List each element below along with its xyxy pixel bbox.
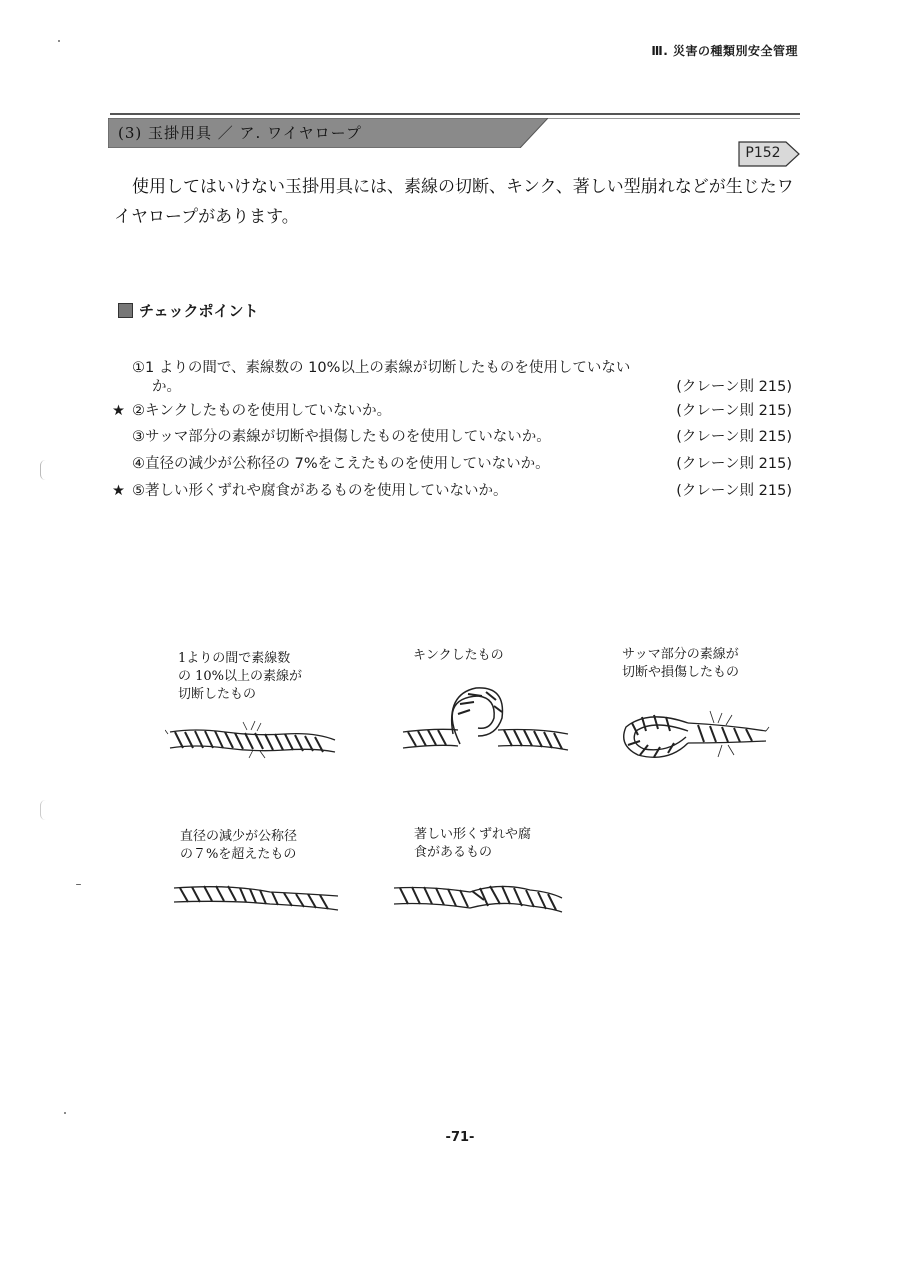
kinked-rope-icon <box>398 684 573 756</box>
thin-rope-icon <box>170 880 342 914</box>
checkpoint-heading <box>118 300 259 321</box>
figure-2-label-line: キンクしたもの <box>413 648 504 663</box>
checkpoint-item-3-ref: (クレーン則 215) <box>676 429 792 445</box>
header-rule <box>110 113 800 115</box>
checkpoint-item-2 <box>112 398 792 424</box>
checkpoint-item-5 <box>112 478 792 504</box>
star-icon: ★ <box>112 403 125 419</box>
checkpoint-item-3-text: ③サッマ部分の素線が切断や損傷したものを使用していないか。 <box>132 429 551 445</box>
checkpoint-heading-text: チェックポイント <box>139 302 259 320</box>
section-title: (3) 玉掛用具 ／ ア. ワイヤロープ <box>118 124 362 142</box>
figure-4-label-line: の７%を超えたもの <box>180 847 297 862</box>
figure-3-label <box>622 646 739 682</box>
figure-1-label-line: の 10%以上の素線が <box>178 669 303 684</box>
punch-hole-shadow <box>40 800 51 820</box>
checkpoint-item-2-text: ②キンクしたものを使用していないか。 <box>132 403 392 419</box>
checkpoint-item-5-text: ⑤著しい形くずれや腐食があるものを使用していないか。 <box>132 483 508 499</box>
checkpoint-item-4-ref: (クレーン則 215) <box>676 456 792 472</box>
frayed-rope-icon <box>165 718 340 760</box>
checkpoint-item-1-line2: か。 <box>152 379 181 395</box>
checkpoint-item-2-ref: (クレーン則 215) <box>676 403 792 419</box>
scan-speck <box>64 1112 66 1114</box>
eye-splice-rope-icon <box>618 705 770 765</box>
figure-1-label-line: 切断したもの <box>178 687 257 702</box>
page-number: -71- <box>445 1130 475 1145</box>
square-bullet-icon <box>118 303 133 318</box>
checkpoint-item-3 <box>112 424 792 450</box>
figure-4-label-line: 直径の減少が公称径 <box>180 829 298 844</box>
page-ref-label: P152 <box>745 145 781 161</box>
checkpoint-item-5-ref: (クレーン則 215) <box>676 483 792 499</box>
scan-speck <box>76 884 81 885</box>
scan-speck <box>58 40 60 42</box>
figure-3-label-line: 切断や損傷したもの <box>622 665 740 680</box>
intro-paragraph: 使用してはいけない玉掛用具には、素線の切断、キンク、著しい型崩れなどが生じたワイヤロープがあります。 <box>114 177 794 227</box>
figure-5-label-line: 著しい形くずれや腐 <box>414 827 532 842</box>
figure-3-label-line: サッマ部分の素線が <box>622 647 739 662</box>
punch-hole-shadow <box>40 460 51 480</box>
figure-5-label <box>414 826 531 862</box>
star-icon: ★ <box>112 483 125 499</box>
figure-1-label-line: 1よりの間で素線数 <box>178 651 291 666</box>
figure-4-label <box>180 828 297 864</box>
figure-5-label-line: 食があるもの <box>414 845 493 860</box>
checkpoint-item-1-ref: (クレーン則 215) <box>676 379 792 395</box>
checkpoint-item-1-line1: ①1 よりの間で、素線数の 10%以上の素線が切断したものを使用していない <box>132 360 631 376</box>
checkpoint-item-4-text: ④直径の減少が公称径の 7%をこえたものを使用していないか。 <box>132 456 550 472</box>
chapter-header: Ⅲ. 災害の種類別安全管理 <box>651 44 798 58</box>
deformed-rope-icon <box>390 878 565 918</box>
header-rule-thin <box>520 118 800 119</box>
figure-1-label <box>178 650 302 704</box>
figure-2-label <box>413 647 504 665</box>
checkpoint-item-4 <box>112 451 792 477</box>
